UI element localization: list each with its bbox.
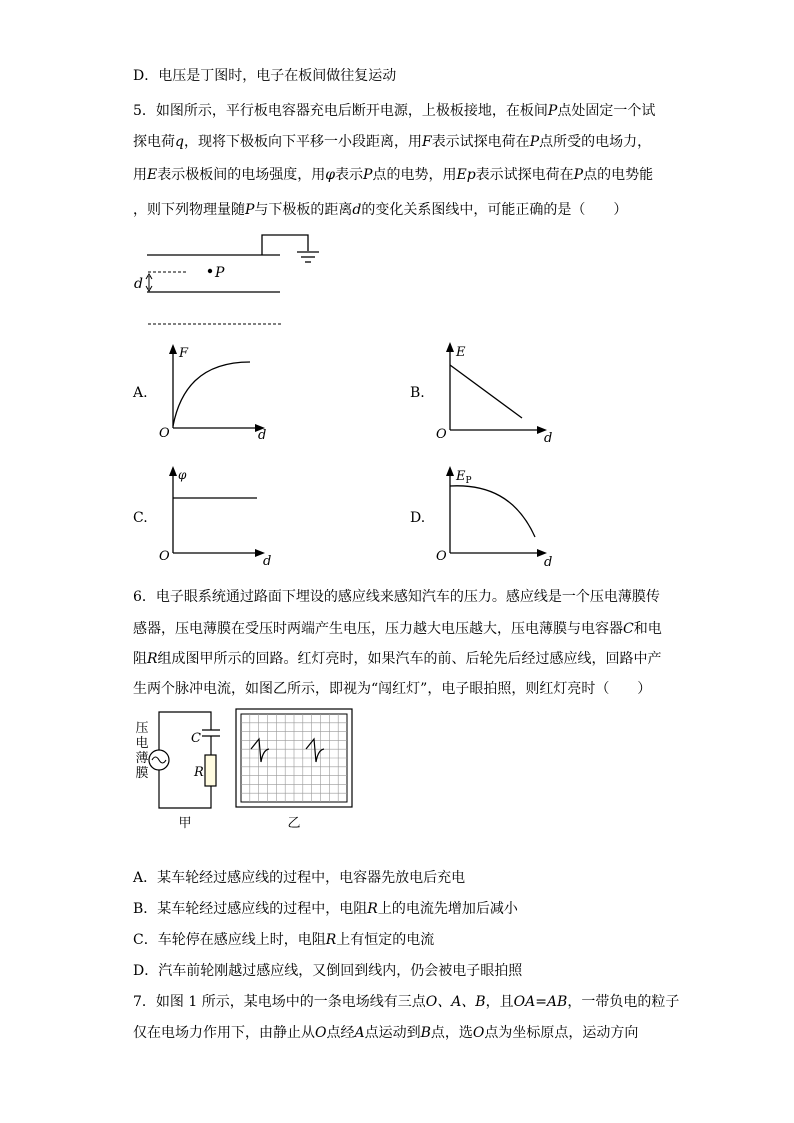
option-d-label: D. [410, 510, 426, 526]
circuit-figure [130, 708, 230, 833]
q6-option-c: C．车轮停在感应线上时，电阻R上有恒定的电流 [133, 932, 435, 948]
q7-line-1: 7．如图 1 所示，某电场中的一条电场线有三点O、A、B，且OA=AB，一带负电的粒子 [133, 994, 680, 1010]
q6-option-a: A．某车轮经过感应线的过程中，电容器先放电后充电 [133, 870, 466, 886]
prev-option-d: D．电压是丁图时，电子在板间做往复运动 [133, 68, 397, 84]
graph-c-xlabel: d [263, 554, 272, 569]
q5-line-4: ，则下列物理量随P与下极板的距离d的变化关系图线中，可能正确的是（ ） [133, 202, 628, 218]
graph-d-ylabel: $E_P$ [456, 469, 472, 486]
graph-d-xlabel: d [544, 555, 553, 570]
capacitor-label: C [191, 731, 201, 746]
graph-b-xlabel: d [544, 431, 553, 446]
option-a-label: A. [133, 385, 148, 401]
circuit-side-label-2: 电 [135, 736, 149, 751]
graph-b-ylabel: E [456, 345, 466, 360]
graph-c-ylabel: φ [178, 468, 187, 482]
q6-option-d: D．汽车前轮刚越过感应线，又倒回到线内，仍会被电子眼拍照 [133, 963, 523, 979]
q5-line-1: 5．如图所示，平行板电容器充电后断开电源，上极板接地，在板间P点处固定一个试 [133, 103, 656, 119]
circuit-side-label-1: 压 [135, 721, 149, 736]
q6-line-3: 阻R组成图甲所示的回路。红灯亮时，如果汽车的前、后轮先后经过感应线，回路中产 [133, 651, 662, 667]
point-p-label: P [215, 265, 225, 281]
resistor-label: R [194, 765, 204, 780]
graph-a-origin: O [159, 426, 170, 441]
option-b-label: B. [410, 385, 425, 401]
capacitor-figure [130, 228, 330, 333]
graph-a-xlabel: d [258, 428, 267, 443]
graph-a-ylabel: F [179, 346, 189, 361]
q6-option-b: B．某车轮经过感应线的过程中，电阻R上的电流先增加后减小 [133, 901, 518, 917]
point-p-dot [208, 269, 212, 273]
graph-d [432, 462, 562, 570]
graph-b [432, 338, 562, 446]
q6-line-4: 生两个脉冲电流，如图乙所示，即视为“闯红灯”，电子眼拍照，则红灯亮时（ ） [133, 681, 652, 697]
option-c-label: C. [133, 510, 148, 526]
graph-a [155, 340, 280, 443]
q7-line-2: 仅在电场力作用下，由静止从O点经A点运动到B点，选O点为坐标原点，运动方向 [133, 1025, 639, 1041]
q5-line-2: 探电荷q，现将下极板向下平移一小段距离，用F表示试探电荷在P点所受的电场力， [133, 134, 652, 150]
graph-d-origin: O [436, 549, 447, 564]
graph-c [155, 462, 280, 567]
circuit-side-label-3: 薄 [135, 751, 149, 766]
q5-line-3: 用E表示极板间的电场强度，用φ表示P点的电势，用Ep表示试探电荷在P点的电势能 [133, 167, 654, 183]
circuit-side-label-4: 膜 [135, 766, 149, 781]
graph-b-origin: O [436, 427, 447, 442]
q6-line-2: 感器，压电薄膜在受压时两端产生电压，压力越大电压越大，压电薄膜与电容器C和电 [133, 621, 662, 637]
scope-caption: 乙 [287, 816, 301, 831]
graph-c-origin: O [159, 549, 170, 564]
distance-label: d [134, 276, 143, 292]
q6-line-1: 6．电子眼系统通过路面下埋设的感应线来感知汽车的压力。感应线是一个压电薄膜传 [133, 589, 660, 605]
oscilloscope-figure [235, 708, 355, 833]
circuit-caption: 甲 [178, 816, 192, 831]
resistor-icon [205, 755, 216, 786]
